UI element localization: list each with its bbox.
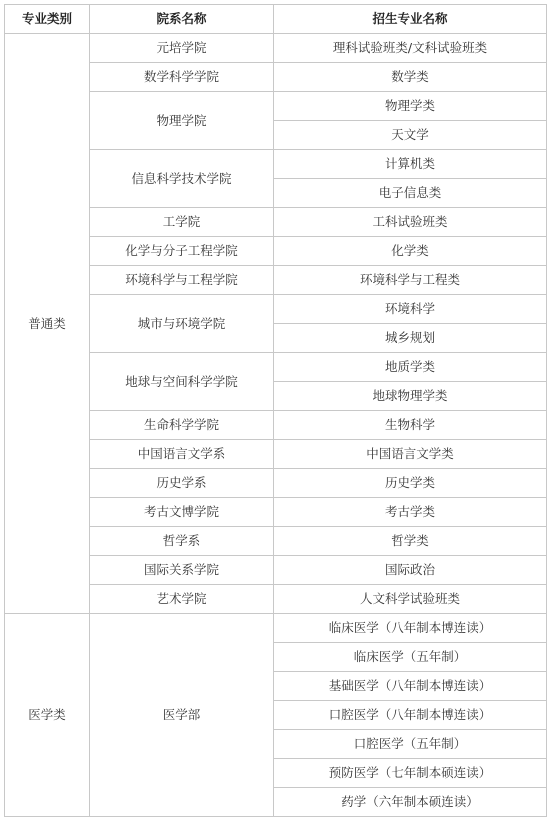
department-cell: 历史学系	[90, 469, 274, 498]
header-department: 院系名称	[90, 5, 274, 34]
department-cell: 哲学系	[90, 527, 274, 556]
major-cell: 国际政治	[274, 556, 547, 585]
header-major: 招生专业名称	[274, 5, 547, 34]
department-cell: 化学与分子工程学院	[90, 237, 274, 266]
majors-table	[4, 4, 547, 817]
table-row	[5, 614, 547, 643]
major-cell: 物理学类	[274, 92, 547, 121]
table-row	[5, 34, 547, 63]
major-cell: 哲学类	[274, 527, 547, 556]
table-body	[5, 34, 547, 817]
department-cell: 工学院	[90, 208, 274, 237]
major-cell: 生物科学	[274, 411, 547, 440]
major-cell: 天文学	[274, 121, 547, 150]
major-cell: 历史学类	[274, 469, 547, 498]
department-cell: 信息科学技术学院	[90, 150, 274, 208]
major-cell: 临床医学（八年制本博连读）	[274, 614, 547, 643]
department-cell: 物理学院	[90, 92, 274, 150]
department-cell: 医学部	[90, 614, 274, 817]
major-cell: 计算机类	[274, 150, 547, 179]
major-cell: 临床医学（五年制）	[274, 643, 547, 672]
department-cell: 环境科学与工程学院	[90, 266, 274, 295]
major-cell: 人文科学试验班类	[274, 585, 547, 614]
major-cell: 地质学类	[274, 353, 547, 382]
major-cell: 电子信息类	[274, 179, 547, 208]
major-cell: 理科试验班类/文科试验班类	[274, 34, 547, 63]
major-cell: 环境科学与工程类	[274, 266, 547, 295]
major-cell: 药学（六年制本硕连读）	[274, 788, 547, 817]
department-cell: 生命科学学院	[90, 411, 274, 440]
department-cell: 数学科学学院	[90, 63, 274, 92]
major-cell: 化学类	[274, 237, 547, 266]
major-cell: 预防医学（七年制本硕连读）	[274, 759, 547, 788]
department-cell: 城市与环境学院	[90, 295, 274, 353]
category-cell: 普通类	[5, 34, 90, 614]
major-cell: 中国语言文学类	[274, 440, 547, 469]
header-category: 专业类别	[5, 5, 90, 34]
table-header-row	[5, 5, 547, 34]
major-cell: 数学类	[274, 63, 547, 92]
category-cell: 医学类	[5, 614, 90, 817]
department-cell: 国际关系学院	[90, 556, 274, 585]
department-cell: 元培学院	[90, 34, 274, 63]
department-cell: 地球与空间科学学院	[90, 353, 274, 411]
major-cell: 基础医学（八年制本博连读）	[274, 672, 547, 701]
major-cell: 环境科学	[274, 295, 547, 324]
department-cell: 中国语言文学系	[90, 440, 274, 469]
department-cell: 艺术学院	[90, 585, 274, 614]
major-cell: 地球物理学类	[274, 382, 547, 411]
major-cell: 城乡规划	[274, 324, 547, 353]
major-cell: 口腔医学（五年制）	[274, 730, 547, 759]
department-cell: 考古文博学院	[90, 498, 274, 527]
major-cell: 口腔医学（八年制本博连读）	[274, 701, 547, 730]
major-cell: 工科试验班类	[274, 208, 547, 237]
major-cell: 考古学类	[274, 498, 547, 527]
